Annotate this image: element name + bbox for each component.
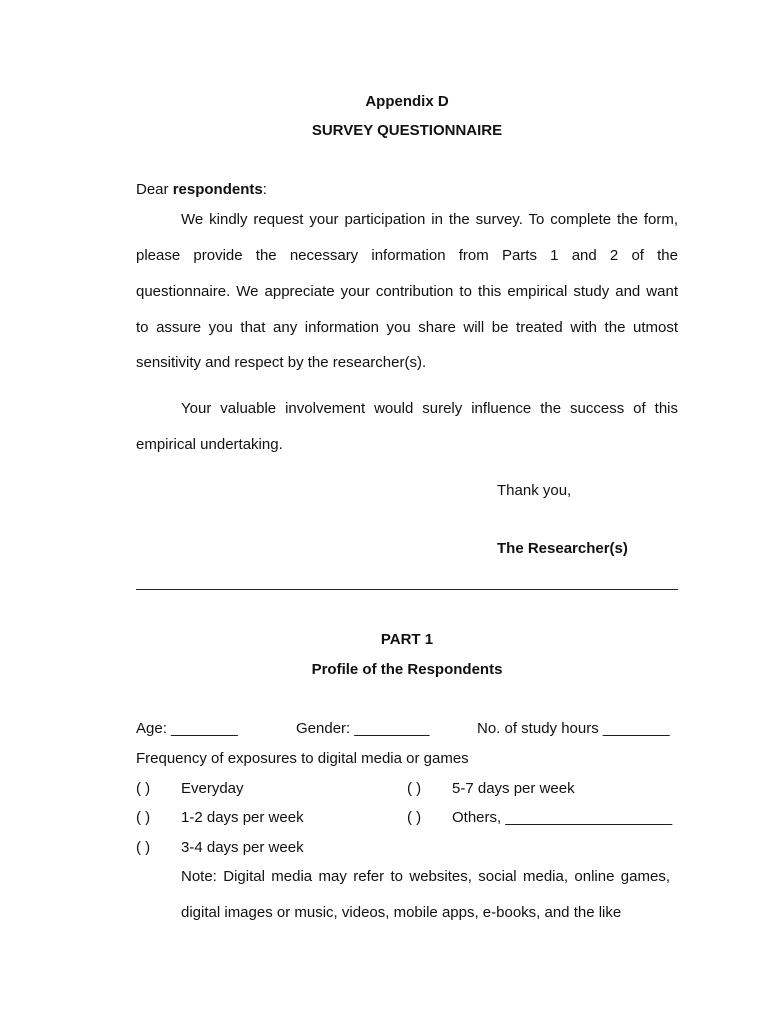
part-subheading: Profile of the Respondents <box>311 661 503 678</box>
checkbox-everyday[interactable]: ( ) <box>136 780 151 797</box>
intro-line-3: questionnaire. We appreciate your contribution to this empirical study and want <box>136 283 678 300</box>
option-everyday-label: Everyday <box>181 780 244 797</box>
checkbox-three-four[interactable]: ( ) <box>136 839 151 856</box>
section-divider <box>136 589 678 590</box>
involvement-line-1: Your valuable involvement would surely influence the success of this <box>181 400 678 417</box>
closing: Thank you, <box>497 482 572 499</box>
note-line-1: Note: Digital media may refer to websites, social media, online games, <box>181 868 670 885</box>
checkbox-others[interactable]: ( ) <box>407 809 422 826</box>
salutation <box>136 180 267 200</box>
intro-line-4: to assure you that any information you share will be treated with the utmost <box>136 319 678 336</box>
intro-line-5: sensitivity and respect by the researcher(s). <box>136 354 427 371</box>
salutation-prefix: Dear <box>136 181 173 198</box>
option-one-two-label: 1-2 days per week <box>181 809 304 826</box>
checkbox-five-seven[interactable]: ( ) <box>407 780 422 797</box>
study-hours-field[interactable]: No. of study hours ________ <box>477 720 670 737</box>
intro-line-1: We kindly request your participation in the survey. To complete the form, <box>181 211 678 228</box>
frequency-question: Frequency of exposures to digital media or games <box>136 750 469 767</box>
appendix-label: Appendix D <box>365 93 449 110</box>
option-five-seven-label: 5-7 days per week <box>452 780 575 797</box>
signature: The Researcher(s) <box>497 540 628 557</box>
option-three-four-label: 3-4 days per week <box>181 839 304 856</box>
age-field[interactable]: Age: ________ <box>136 720 238 737</box>
gender-field[interactable]: Gender: _________ <box>296 720 430 737</box>
involvement-line-2: empirical undertaking. <box>136 436 283 453</box>
intro-line-2: please provide the necessary information from Parts 1 and 2 of the <box>136 247 678 264</box>
checkbox-one-two[interactable]: ( ) <box>136 809 151 826</box>
salutation-suffix: : <box>262 181 267 198</box>
option-others-label[interactable]: Others, ____________________ <box>452 809 673 826</box>
salutation-bold: respondents <box>172 181 263 198</box>
document-title: SURVEY QUESTIONNAIRE <box>311 122 503 139</box>
part-heading: PART 1 <box>380 631 434 648</box>
note-line-2: digital images or music, videos, mobile apps, e-books, and the like <box>181 904 622 921</box>
